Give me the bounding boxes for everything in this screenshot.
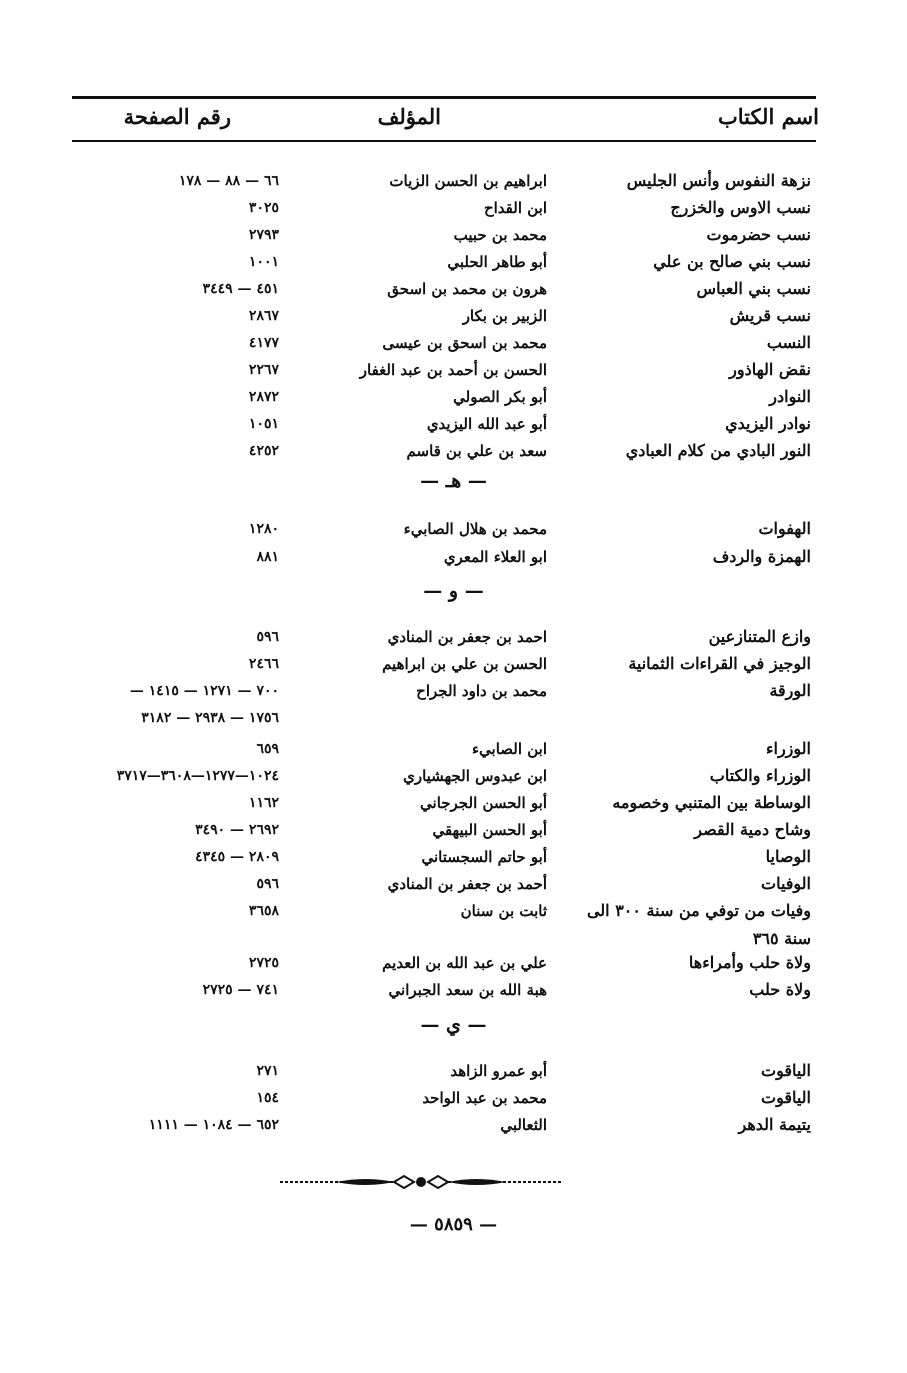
index-row bbox=[0, 817, 907, 843]
book-author: ابراهيم بن الحسن الزيات bbox=[389, 172, 547, 190]
book-author: ابن الصابيء bbox=[471, 740, 547, 758]
book-author: احمد بن جعفر بن المنادي bbox=[387, 628, 547, 646]
book-pages: ٢٤٦٦ bbox=[248, 656, 279, 672]
book-pages: ٢٧١ bbox=[256, 1063, 279, 1079]
index-row bbox=[0, 195, 907, 221]
book-author: أحمد بن جعفر بن المنادي bbox=[387, 875, 547, 893]
book-pages: ١٠٥١ bbox=[248, 416, 279, 432]
book-title: الوزراء bbox=[765, 739, 811, 758]
book-author: أبو طاهر الحلبي bbox=[447, 253, 547, 271]
index-row bbox=[0, 168, 907, 194]
book-pages: ٤٢٥٢ bbox=[248, 443, 279, 459]
book-author: محمد بن حبيب bbox=[453, 226, 547, 244]
index-row bbox=[0, 516, 907, 542]
header-author: المؤلف bbox=[377, 104, 441, 129]
book-pages: ٤١٧٧ bbox=[248, 335, 279, 351]
book-author: الزبير بن بكار bbox=[462, 307, 547, 325]
index-row bbox=[0, 651, 907, 677]
book-author: أبو عبد الله اليزيدي bbox=[426, 415, 547, 433]
index-row bbox=[0, 678, 907, 704]
book-pages: ٢٧٢٥ bbox=[248, 955, 279, 971]
book-pages: ٢٨٦٧ bbox=[248, 308, 279, 324]
book-author: الثعالبي bbox=[500, 1116, 547, 1134]
book-pages: ٧٤١ — ٢٧٢٥ bbox=[202, 982, 279, 998]
book-author: محمد بن عبد الواحد bbox=[422, 1089, 547, 1107]
book-pages: ٥٩٦ bbox=[256, 629, 279, 645]
book-title: سنة ٣٦٥ bbox=[752, 929, 811, 948]
book-pages: ١٢٨٠ bbox=[248, 521, 279, 537]
book-title: النور البادي من كلام العبادي bbox=[625, 441, 811, 460]
index-row bbox=[0, 1085, 907, 1111]
section-letter: — ي — bbox=[420, 1014, 487, 1036]
index-row bbox=[0, 276, 907, 302]
book-title: الورقة bbox=[769, 681, 811, 700]
index-row bbox=[0, 950, 907, 976]
book-author: أبو عمرو الزاهد bbox=[450, 1062, 547, 1080]
index-row bbox=[0, 898, 907, 924]
book-title: الياقوت bbox=[761, 1088, 811, 1107]
book-title: الوزراء والكتاب bbox=[709, 766, 811, 785]
book-pages: ١٥٤ bbox=[256, 1090, 279, 1106]
index-row bbox=[0, 303, 907, 329]
book-author: محمد بن اسحق بن عيسى bbox=[382, 334, 547, 352]
book-title: وازع المتنازعين bbox=[708, 627, 811, 646]
header-title: اسم الكتاب bbox=[717, 104, 819, 129]
book-author: ابن عبدوس الجهشياري bbox=[403, 767, 547, 785]
book-pages: ١٠٠١ bbox=[248, 254, 279, 270]
book-pages: ٢٨٠٩ — ٤٣٤٥ bbox=[195, 849, 279, 865]
book-pages: ٣٦٥٨ bbox=[248, 903, 279, 919]
book-title: نسب بني العباس bbox=[696, 279, 811, 298]
section-letter: — هـ — bbox=[420, 470, 487, 492]
header-page-number: رقم الصفحة bbox=[123, 104, 231, 129]
index-row bbox=[0, 357, 907, 383]
book-author: ثابت بن سنان bbox=[460, 902, 547, 920]
book-author: أبو الحسن البيهقي bbox=[432, 821, 547, 839]
book-author: هرون بن محمد بن اسحق bbox=[387, 280, 547, 298]
book-title: الوصايا bbox=[765, 847, 811, 866]
index-row bbox=[0, 1058, 907, 1084]
index-row bbox=[0, 249, 907, 275]
index-row bbox=[0, 544, 907, 570]
book-pages: ٢٧٩٣ bbox=[248, 227, 279, 243]
book-author: محمد بن هلال الصابيء bbox=[403, 520, 547, 538]
book-pages: ١٠٢٤—١٢٧٧—٣٦٠٨—٣٧١٧ bbox=[116, 768, 279, 784]
index-row bbox=[0, 411, 907, 437]
index-row bbox=[0, 1112, 907, 1138]
book-title: وشاح دمية القصر bbox=[694, 820, 811, 839]
book-pages: ١١٦٢ bbox=[248, 795, 279, 811]
book-title: النوادر bbox=[769, 387, 811, 406]
book-pages: ٨٨١ bbox=[256, 549, 279, 565]
book-author: ابو العلاء المعري bbox=[443, 548, 547, 566]
page-number: — ٥٨٥٩ — bbox=[409, 1214, 498, 1235]
index-row bbox=[0, 763, 907, 789]
index-row bbox=[0, 977, 907, 1003]
book-pages: ٣٠٢٥ bbox=[248, 200, 279, 216]
book-title: نزهة النفوس وأنس الجليس bbox=[626, 171, 811, 190]
book-title: ولاة حلب وأمراءها bbox=[688, 953, 811, 972]
book-title: الوفيات bbox=[761, 874, 811, 893]
book-pages: ٦٥٩ bbox=[256, 741, 279, 757]
book-title: النسب bbox=[766, 333, 811, 352]
header-rule bbox=[72, 140, 816, 142]
book-title: نقض الهاذور bbox=[729, 360, 811, 379]
book-title: نسب قريش bbox=[729, 306, 811, 325]
index-row bbox=[0, 871, 907, 897]
book-title: يتيمة الدهر bbox=[738, 1115, 811, 1134]
book-pages: ٧٠٠ — ١٢٧١ — ١٤١٥ — bbox=[129, 683, 279, 699]
book-pages: ٤٥١ — ٣٤٤٩ bbox=[202, 281, 279, 297]
index-row bbox=[0, 384, 907, 410]
book-title: نوادر اليزيدي bbox=[725, 414, 811, 433]
book-pages: ٥٩٦ bbox=[256, 876, 279, 892]
book-pages: ٢٢٦٧ bbox=[248, 362, 279, 378]
book-author: الحسن بن أحمد بن عبد الغفار bbox=[359, 361, 547, 379]
index-row bbox=[0, 736, 907, 762]
book-author: ابن القداح bbox=[483, 199, 547, 217]
section-letter: — و — bbox=[423, 580, 484, 602]
index-row bbox=[0, 844, 907, 870]
book-title: وفيات من توفي من سنة ٣٠٠ الى bbox=[586, 901, 811, 920]
ornament-divider-icon bbox=[276, 1172, 566, 1192]
book-pages: ٦٥٢ — ١٠٨٤ — ١١١١ bbox=[148, 1117, 279, 1133]
book-pages: ٢٨٧٢ bbox=[248, 389, 279, 405]
book-title: الياقوت bbox=[761, 1061, 811, 1080]
book-title: نسب بني صالح بن علي bbox=[653, 252, 811, 271]
book-author: هبة الله بن سعد الجبراني bbox=[388, 981, 547, 999]
book-title: الهفوات bbox=[758, 519, 811, 538]
index-row bbox=[0, 624, 907, 650]
index-row bbox=[0, 222, 907, 248]
book-pages: ٦٦ — ٨٨ — ١٧٨ bbox=[178, 173, 279, 189]
index-row bbox=[0, 330, 907, 356]
index-row bbox=[0, 438, 907, 464]
book-author: أبو حاتم السجستاني bbox=[421, 848, 547, 866]
book-author: علي بن عبد الله بن العديم bbox=[382, 954, 547, 972]
index-row bbox=[0, 790, 907, 816]
book-title: الوجيز في القراءات الثمانية bbox=[628, 654, 811, 673]
book-author: سعد بن علي بن قاسم bbox=[406, 442, 547, 460]
book-author: محمد بن داود الجراح bbox=[416, 682, 547, 700]
book-pages: ٢٦٩٢ — ٣٤٩٠ bbox=[195, 822, 279, 838]
book-title: الوساطة بين المتنبي وخصومه bbox=[612, 793, 811, 812]
book-author: أبو بكر الصولي bbox=[453, 388, 547, 406]
book-title: نسب حضرموت bbox=[706, 225, 811, 244]
index-row bbox=[0, 926, 907, 952]
book-title: ولاة حلب bbox=[749, 980, 811, 999]
book-title: نسب الاوس والخزرج bbox=[670, 198, 811, 217]
book-pages: ١٧٥٦ — ٢٩٣٨ — ٣١٨٢ bbox=[141, 710, 279, 726]
index-row bbox=[0, 705, 907, 731]
top-rule bbox=[72, 96, 816, 99]
book-author: الحسن بن علي بن ابراهيم bbox=[382, 655, 547, 673]
book-author: أبو الحسن الجرجاني bbox=[420, 794, 547, 812]
book-title: الهمزة والردف bbox=[712, 547, 811, 566]
